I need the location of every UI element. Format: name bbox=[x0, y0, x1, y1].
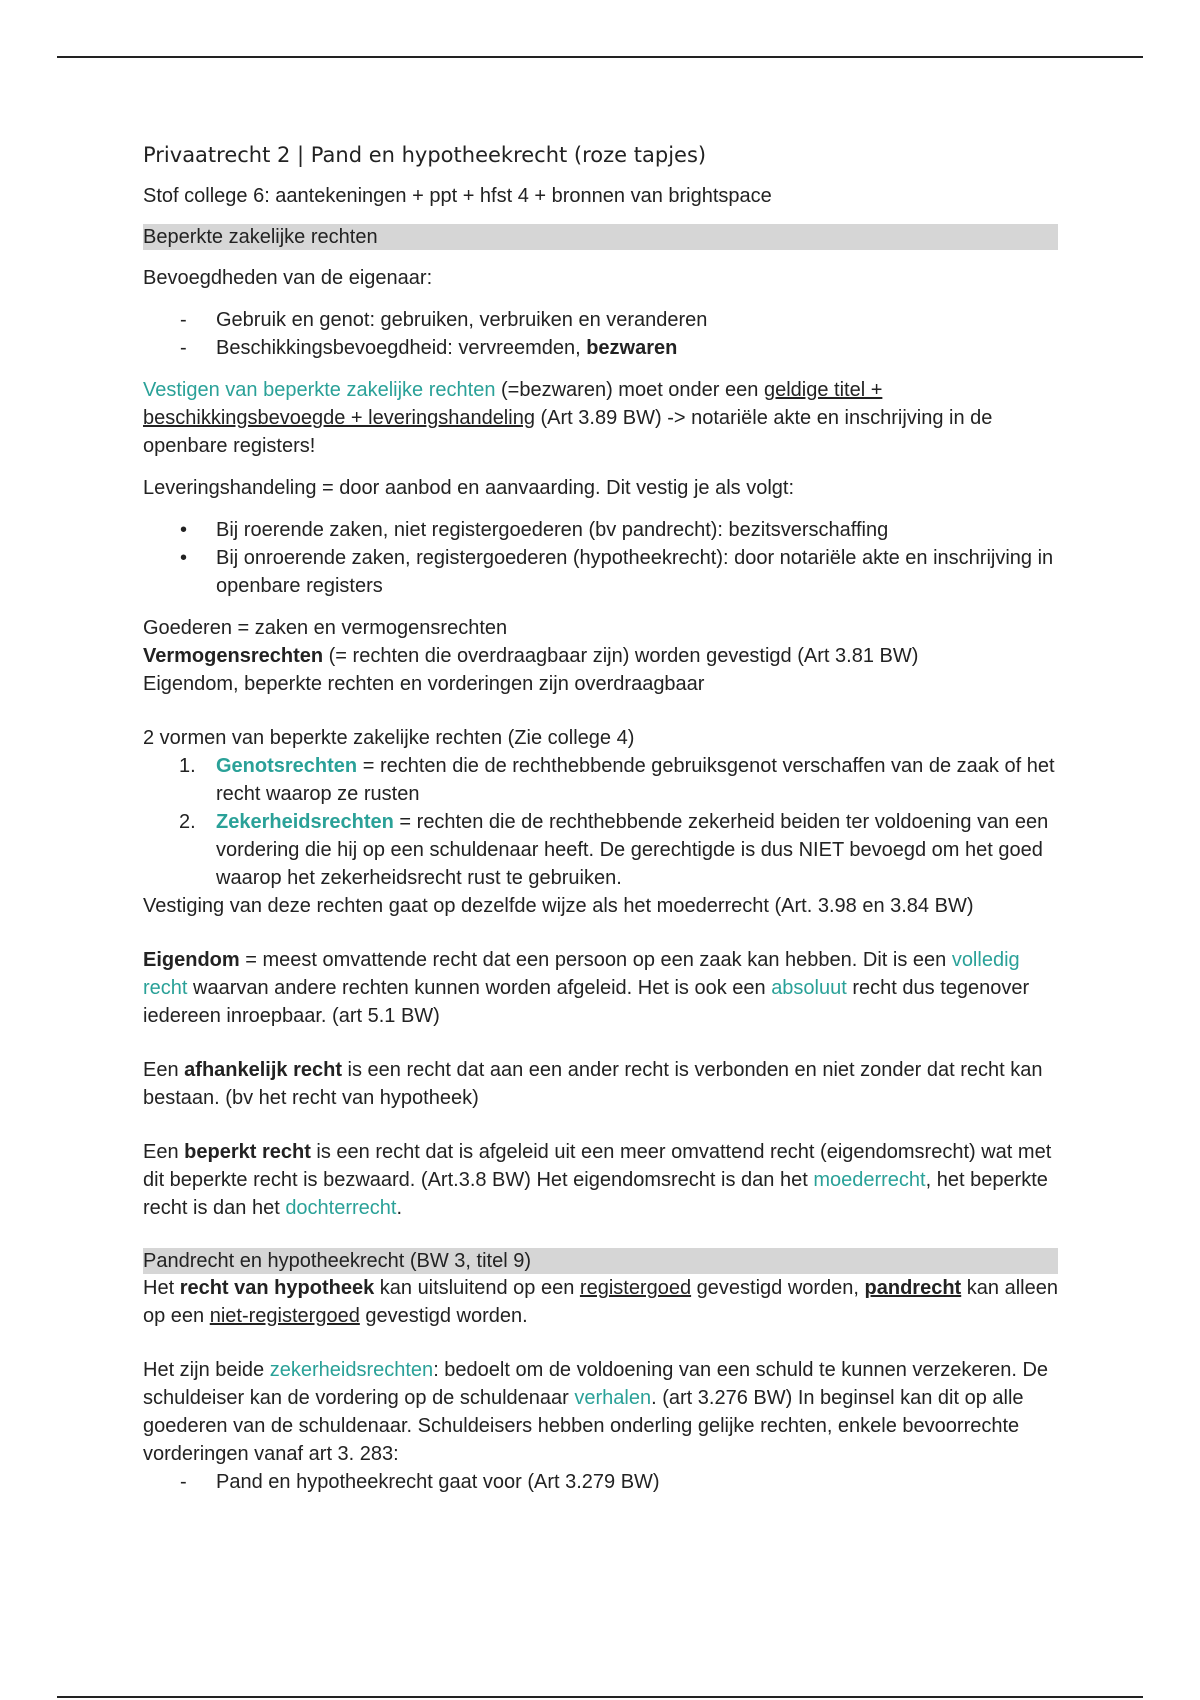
levering-list bbox=[143, 516, 1058, 600]
bevoegdheden-line: Bevoegdheden van de eigenaar: bbox=[143, 267, 433, 289]
vormen-list bbox=[143, 752, 1058, 892]
dash-marker: - bbox=[180, 337, 187, 359]
bullet-marker: • bbox=[180, 519, 188, 541]
beperkt-paragraph: Een beperkt recht is een recht dat is afgeleid uit een meer omvattend recht (eigendomsrecht) wat met dit beperkte recht is bezwaard. (Art.3.8 BW) Het eigendomsrecht is dan het moederrecht, het beperkte recht is dan het dochterrecht. bbox=[143, 1141, 1052, 1219]
dash-marker: - bbox=[180, 1471, 187, 1493]
list-item: - Pand en hypotheekrecht gaat voor (Art 3.279 BW) bbox=[143, 1468, 1058, 1496]
number-marker: 2. bbox=[179, 811, 196, 833]
eigendom-paragraph: Eigendom = meest omvattende recht dat een persoon op een zaak kan hebben. Dit is een volledig recht waarvan andere rechten kunnen worden afgeleid. Het is ook een absoluut recht dus tegenover iedereen inroepbaar. (art 5.1 BW) bbox=[143, 949, 1030, 1027]
levering-line: Leveringshandeling = door aanbod en aanvaarding. Dit vestig je als volgt: bbox=[143, 477, 794, 499]
section-heading-pandrecht: Pandrecht en hypotheekrecht (BW 3, titel 9) bbox=[143, 1248, 1058, 1274]
overdraagbaar-line: Eigendom, beperkte rechten en vorderingen zijn overdraagbaar bbox=[143, 673, 705, 695]
vestigen-paragraph: Vestigen van beperkte zakelijke rechten (=bezwaren) moet onder een geldige titel + beschikkingsbevoegde + leveringshandeling (Art 3.89 BW) -> notariële akte en inschrijving in de openbare registers! bbox=[143, 379, 993, 457]
hypotheek-paragraph: Het recht van hypotheek kan uitsluitend op een registergoed gevestigd worden, pandrecht kan alleen op een niet-registergoed gevestigd worden. bbox=[143, 1277, 1058, 1327]
vestiging-line: Vestiging van deze rechten gaat op dezelfde wijze als het moederrecht (Art. 3.98 en 3.84 BW) bbox=[143, 895, 974, 917]
dash-marker: - bbox=[180, 309, 187, 331]
stof-line: Stof college 6: aantekeningen + ppt + hfst 4 + bronnen van brightspace bbox=[143, 185, 772, 207]
bullet-marker: • bbox=[180, 547, 188, 569]
vormen-line: 2 vormen van beperkte zakelijke rechten (Zie college 4) bbox=[143, 727, 635, 749]
footer-rule bbox=[57, 1696, 1143, 1698]
list-item: - Beschikkingsbevoegdheid: vervreemden, bezwaren bbox=[143, 334, 1058, 362]
zekerheid-paragraph: Het zijn beide zekerheidsrechten: bedoelt om de voldoening van een schuld te kunnen verzekeren. De schuldeiser kan de vordering op de schuldenaar verhalen. (art 3.276 BW) In beginsel kan dit op alle goederen van de schuldenaar. Schuldeisers hebben onderling gelijke rechten, enkele bevoorrechte vorderingen vanaf art 3. 283: bbox=[143, 1359, 1049, 1465]
document-page bbox=[143, 140, 1058, 1510]
list-item: - Gebruik en genot: gebruiken, verbruiken en veranderen bbox=[143, 306, 1058, 334]
list-item: • Bij onroerende zaken, registergoederen (hypotheekrecht): door notariële akte en inschrijving in openbare registers bbox=[143, 544, 1058, 600]
goederen-line: Goederen = zaken en vermogensrechten bbox=[143, 617, 508, 639]
page-title: Privaatrecht 2 | Pand en hypotheekrecht (roze tapjes) bbox=[143, 143, 707, 167]
header-rule bbox=[57, 56, 1143, 58]
section-heading-beperkte: Beperkte zakelijke rechten bbox=[143, 224, 1058, 250]
afhankelijk-paragraph: Een afhankelijk recht is een recht dat aan een ander recht is verbonden en niet zonder dat recht kan bestaan. (bv het recht van hypotheek) bbox=[143, 1059, 1043, 1109]
list-item: • Bij roerende zaken, niet registergoederen (bv pandrecht): bezitsverschaffing bbox=[143, 516, 1058, 544]
number-marker: 1. bbox=[179, 755, 196, 777]
vermogensrechten-line: Vermogensrechten (= rechten die overdraagbaar zijn) worden gevestigd (Art 3.81 BW) bbox=[143, 645, 919, 667]
bevoegdheden-list bbox=[143, 306, 1058, 362]
list-item: 2. Zekerheidsrechten = rechten die de rechthebbende zekerheid beiden ter voldoening van een vordering die hij op een schuldenaar heeft. De gerechtigde is dus NIET bevoegd om het goed waarop het zekerheidsrecht rust te gebruiken. bbox=[143, 808, 1058, 892]
list-item: 1. Genotsrechten = rechten die de rechthebbende gebruiksgenot verschaffen van de zaak of het recht waarop ze rusten bbox=[143, 752, 1058, 808]
voorrang-list bbox=[143, 1468, 1058, 1496]
